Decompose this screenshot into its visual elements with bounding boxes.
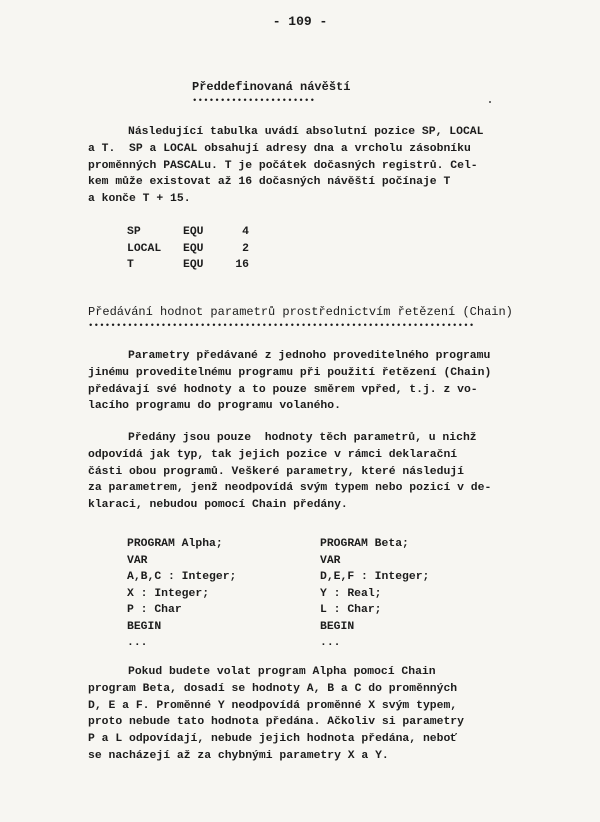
code-line: VAR xyxy=(320,554,341,567)
table-row xyxy=(127,224,249,241)
text-line: jinému proveditelnému programu při použití řetězení (Chain) xyxy=(88,366,492,379)
equ-value: 4 xyxy=(242,226,249,239)
code-line: BEGIN xyxy=(320,620,355,633)
text-line: předávají své hodnoty a to pouze směrem vpřed, t.j. z vo- xyxy=(88,383,478,396)
paragraph-chain-example xyxy=(88,664,528,765)
text-line: program Beta, dosadí se hodnoty A, B a C do proměnných xyxy=(88,682,458,695)
text-line: se nacházejí až za chybnými parametry X a Y. xyxy=(88,749,389,762)
equ-op: EQU xyxy=(183,226,204,239)
equ-value: 2 xyxy=(242,242,249,255)
code-line: L : Char; xyxy=(320,604,382,616)
paragraph-chain-rules xyxy=(88,430,528,514)
code-line: X : Integer; xyxy=(127,587,210,600)
equ-table xyxy=(127,224,249,274)
text-line: proto nebude tato hodnota předána. Ačkoliv si parametry xyxy=(88,716,464,729)
equ-name: SP xyxy=(127,226,141,239)
text-line: odpovídá jak typ, tak jejich pozice v rámci deklarační xyxy=(88,448,458,461)
section-title-chain: Předávání hodnot parametrů prostřednictvím řetězení (Chain) xyxy=(88,305,513,319)
text-line: a T. SP a LOCAL obsahují adresy dna a vrcholu zásobníku xyxy=(88,142,471,155)
code-block-alpha xyxy=(127,536,236,652)
text-line: Parametry předávané z jednoho proveditelného programu xyxy=(128,350,491,362)
code-line: ... xyxy=(320,637,341,649)
paragraph-predefined-labels xyxy=(88,124,528,208)
text-line: a konče T + 15. xyxy=(88,193,191,206)
equ-name: T xyxy=(127,259,134,272)
code-line: P : Char xyxy=(127,604,182,616)
paragraph-chain-intro xyxy=(88,348,528,415)
text-line: Následující tabulka uvádí absolutní pozice SP, LOCAL xyxy=(128,126,484,138)
equ-name: LOCAL xyxy=(127,242,162,255)
code-line: PROGRAM Alpha; xyxy=(127,538,223,550)
text-line: za parametrem, jenž neodpovídá svým typem nebo pozicí v de- xyxy=(88,482,492,495)
text-line: Pokud budete volat program Alpha pomocí Chain xyxy=(128,666,436,678)
page-number: - 109 - xyxy=(272,14,328,29)
code-block-beta xyxy=(320,536,429,652)
equ-op: EQU xyxy=(183,242,204,255)
code-line: ... xyxy=(127,637,148,649)
code-line: VAR xyxy=(127,554,148,567)
section-title-underline: ••••••••••••••••••••••••••••••••••••••••••••••••••••••••••••••••••••• xyxy=(88,321,475,331)
text-line: proměnných PASCALu. T je počátek dočasných registrů. Cel- xyxy=(88,159,478,172)
text-line: části obou programů. Veškeré parametry, které následují xyxy=(88,465,464,478)
table-row xyxy=(127,257,249,274)
text-line: kem může existovat až 16 dočasných návěští počínaje T xyxy=(88,176,451,189)
text-line: Předány jsou pouze hodnoty těch parametrů, u nichž xyxy=(128,432,477,444)
code-line: BEGIN xyxy=(127,620,162,633)
section-title-predefined-labels: Předdefinovaná návěští xyxy=(192,80,351,94)
code-line: PROGRAM Beta; xyxy=(320,538,409,550)
code-line: A,B,C : Integer; xyxy=(127,571,237,583)
equ-op: EQU xyxy=(183,259,204,272)
equ-value: 16 xyxy=(235,259,249,272)
text-line: D, E a F. Proměnné Y neodpovídá proměnné X svým typem, xyxy=(88,699,458,712)
text-line: P a L odpovídají, nebude jejich hodnota předána, neboť xyxy=(88,733,458,746)
text-line: lacího programu do programu volaného. xyxy=(88,400,341,413)
table-row xyxy=(127,241,249,258)
text-line: klaraci, nebudou pomocí Chain předány. xyxy=(88,499,348,512)
code-line: D,E,F : Integer; xyxy=(320,571,430,583)
scan-speck xyxy=(489,101,491,103)
section-title-underline: •••••••••••••••••••••• xyxy=(192,96,316,106)
code-line: Y : Real; xyxy=(320,587,382,600)
